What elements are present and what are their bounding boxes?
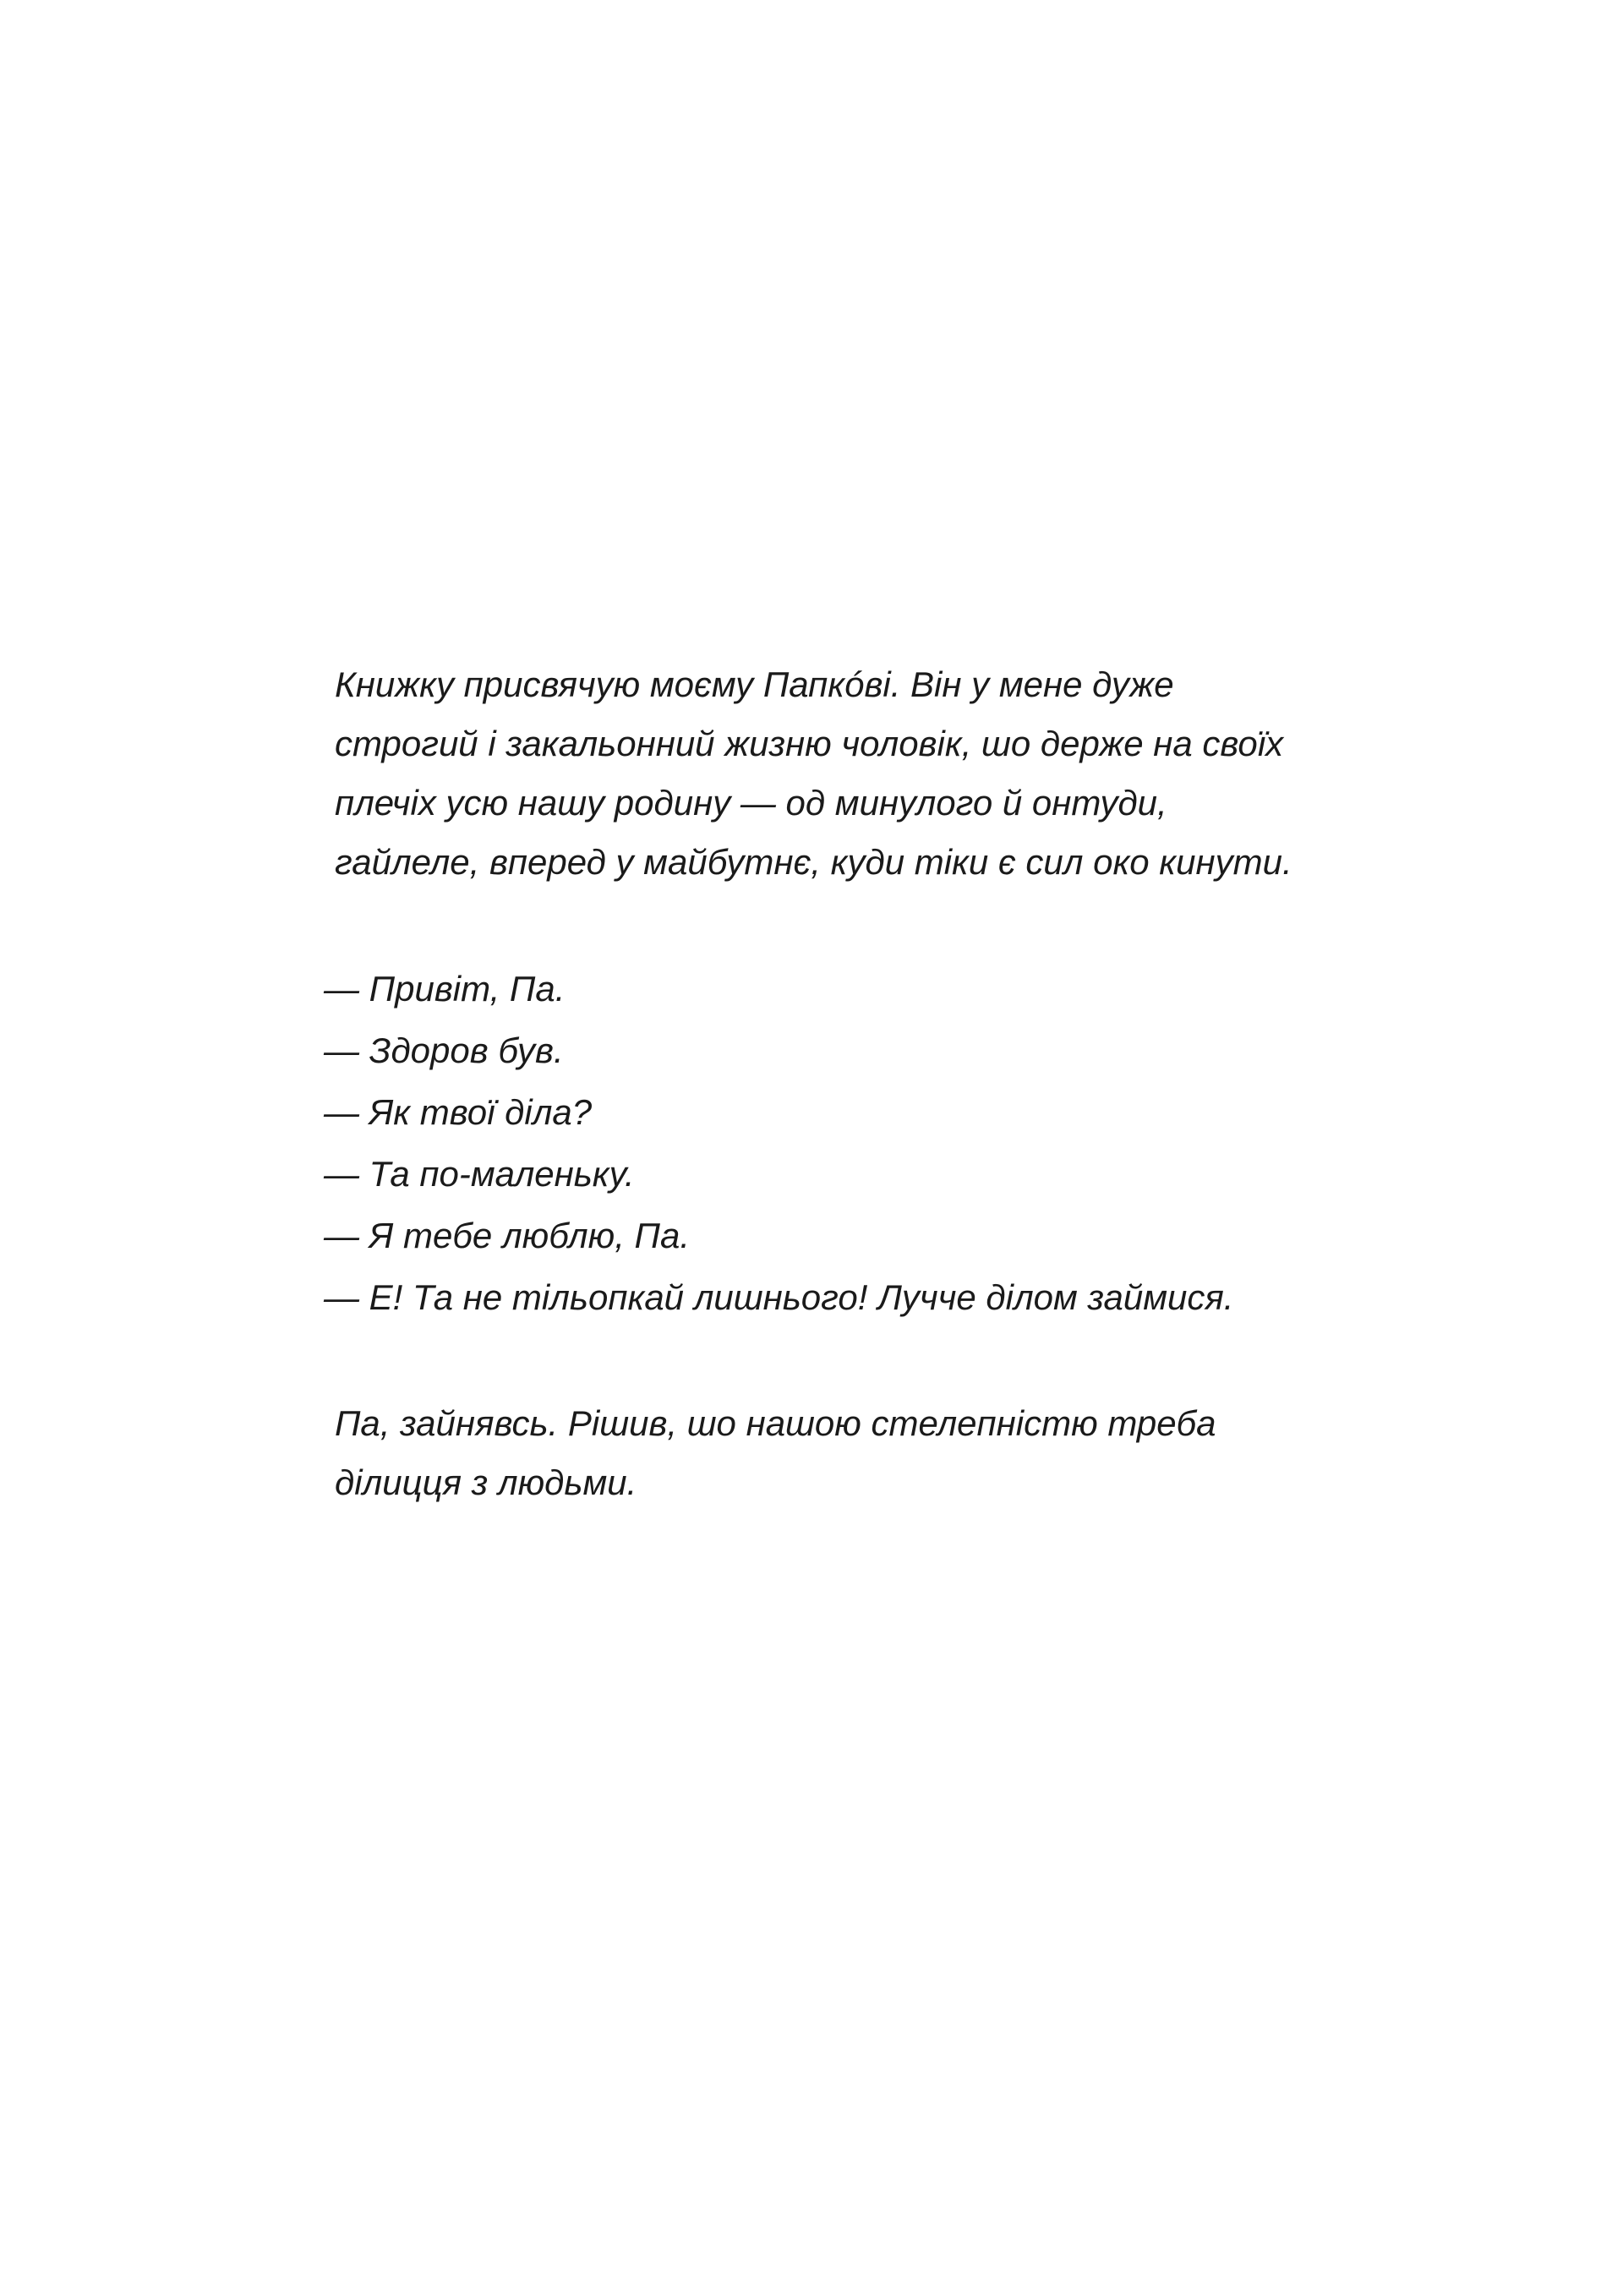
closing-line: ділицця з людьми. <box>335 1462 637 1502</box>
dialogue-line: — Я тебе люблю, Па. <box>324 1216 691 1255</box>
dialogue-line: — Е! Та не тільопкай лишнього! Лучче ділом займися. <box>324 1277 1234 1317</box>
dedication-line: гайлеле, вперед у майбутнє, куди тіки є сил око кинути. <box>335 842 1292 882</box>
dialogue-line: — Здоров був. <box>324 1030 564 1070</box>
dedication-line: строгий і закальонний жизню чоловік, шо держе на своїх <box>335 724 1284 763</box>
dialogue-line: — Як твої діла? <box>324 1092 593 1132</box>
dedication-line: Книжку присвячую моєму Папкóві. Він у мене дуже <box>335 664 1174 704</box>
closing-paragraph <box>335 1394 1315 1512</box>
dialogue-block <box>324 958 1315 1328</box>
dedication-paragraph <box>335 655 1315 892</box>
dialogue-line: — Привіт, Па. <box>324 969 566 1009</box>
dialogue-line: — Та по-маленьку. <box>324 1154 635 1194</box>
closing-line: Па, зайнявсь. Рішив, шо нашою стелепністю треба <box>335 1403 1216 1443</box>
text-block <box>324 655 1315 1512</box>
dedication-line: плечіх усю нашу родину — од минулого й онтуди, <box>335 783 1167 823</box>
